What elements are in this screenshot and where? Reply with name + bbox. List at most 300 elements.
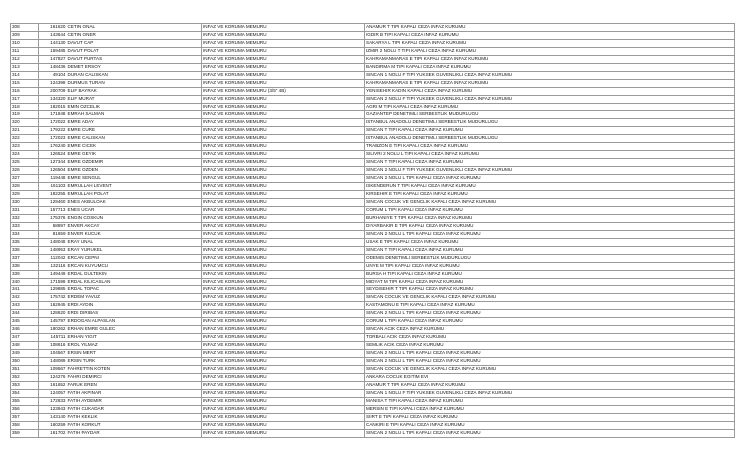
- row-number-cell: 332: [11, 214, 39, 222]
- institution-cell: SILIVRI 2 NOLU L TIPI KAPALI CEZA INFAZ KURUMU: [365, 151, 735, 159]
- institution-cell: USAK E TIPI KAPALI CEZA INFAZ KURUMU: [365, 238, 735, 246]
- table-row: [11, 350, 735, 358]
- staff-id-cell: 149449: [39, 270, 67, 278]
- staff-id-cell: 129460: [39, 198, 67, 206]
- institution-cell: SINCAN ACIK CEZA INFAZ KURUMU: [365, 326, 735, 334]
- institution-cell: BURSA H TIPI KAPALI CEZA INFAZ KURUMU: [365, 270, 735, 278]
- table-row: [11, 183, 735, 191]
- row-number-cell: 335: [11, 238, 39, 246]
- title-cell: INFAZ VE KORUMA MEMURU: [202, 79, 365, 87]
- title-cell: INFAZ VE KORUMA MEMURU: [202, 191, 365, 199]
- title-cell: INFAZ VE KORUMA MEMURU: [202, 167, 365, 175]
- table-row: [11, 270, 735, 278]
- row-number-cell: 351: [11, 365, 39, 373]
- title-cell: INFAZ VE KORUMA MEMURU: [202, 294, 365, 302]
- staff-id-cell: 176240: [39, 143, 67, 151]
- staff-id-cell: 128620: [39, 310, 67, 318]
- title-cell: INFAZ VE KORUMA MEMURU: [202, 238, 365, 246]
- institution-cell: SINCAN T TIPI KAPALI CEZA INFAZ KURUMU: [365, 159, 735, 167]
- row-number-cell: 318: [11, 103, 39, 111]
- institution-cell: ANKARA COCUK EGITIM EVI: [365, 373, 735, 381]
- table-row: [11, 79, 735, 87]
- title-cell: INFAZ VE KORUMA MEMURU: [202, 246, 365, 254]
- table-row: [11, 55, 735, 63]
- full-name-cell: ERDEM YAVUZ: [67, 294, 202, 302]
- institution-cell: SINCAN 2 NOLU L TIPI KAPALI CEZA INFAZ KURUMU: [365, 230, 735, 238]
- table-row: [11, 358, 735, 366]
- row-number-cell: 308: [11, 24, 39, 32]
- staff-id-cell: 182255: [39, 191, 67, 199]
- institution-cell: KAHRAMANMARAS E TIPI KAPALI CEZA INFAZ KURUMU: [365, 79, 735, 87]
- staff-id-cell: 143140: [39, 413, 67, 421]
- table-row: [11, 95, 735, 103]
- row-number-cell: 348: [11, 342, 39, 350]
- title-cell: INFAZ VE KORUMA MEMURU: [202, 381, 365, 389]
- title-cell: INFAZ VE KORUMA MEMURU: [202, 175, 365, 183]
- title-cell: INFAZ VE KORUMA MEMURU: [202, 151, 365, 159]
- staff-id-cell: 108616: [39, 342, 67, 350]
- title-cell: INFAZ VE KORUMA MEMURU: [202, 286, 365, 294]
- institution-cell: ANAMUR T TIPI KAPALI CEZA INFAZ KURUMU: [365, 381, 735, 389]
- row-number-cell: 350: [11, 358, 39, 366]
- table-row: [11, 39, 735, 47]
- table-row: [11, 103, 735, 111]
- full-name-cell: ERAY UNAL: [67, 238, 202, 246]
- institution-cell: ISTANBUL ANADOLU DENETIMLI SERBESTLIK MUDURLUGU: [365, 135, 735, 143]
- title-cell: INFAZ VE KORUMA MEMURU: [202, 230, 365, 238]
- staff-id-cell: 182015: [39, 103, 67, 111]
- institution-cell: SINCAN 2 NOLU L TIPI KAPALI CEZA INFAZ KURUMU: [365, 429, 735, 437]
- title-cell: INFAZ VE KORUMA MEMURU: [202, 318, 365, 326]
- full-name-cell: FATIH AKPINAR: [67, 389, 202, 397]
- staff-id-cell: 148089: [39, 358, 67, 366]
- staff-id-cell: 180262: [39, 326, 67, 334]
- row-number-cell: 340: [11, 278, 39, 286]
- institution-cell: IGDIR B TIPI KAPALI CEZA INFAZ KURUMU: [365, 31, 735, 39]
- institution-cell: DIYARBAKIR E TIPI KAPALI CEZA INFAZ KURUMU: [365, 222, 735, 230]
- staff-id-cell: 123943: [39, 405, 67, 413]
- title-cell: INFAZ VE KORUMA MEMURU: [202, 429, 365, 437]
- title-cell: INFAZ VE KORUMA MEMURU: [202, 183, 365, 191]
- table-row: [11, 342, 735, 350]
- staff-id-cell: 132116: [39, 262, 67, 270]
- institution-cell: SINCAN 2 NOLU L TIPI KAPALI CEZA INFAZ KURUMU: [365, 175, 735, 183]
- institution-cell: CANKIRI E TIPI KAPALI CEZA INFAZ KURUMU: [365, 421, 735, 429]
- row-number-cell: 310: [11, 39, 39, 47]
- full-name-cell: FAHRI DEMIRCI: [67, 373, 202, 381]
- full-name-cell: ELIF MURAT: [67, 95, 202, 103]
- institution-cell: UNYE M TIPI KAPALI CEZA INFAZ KURUMU: [365, 262, 735, 270]
- row-number-cell: 338: [11, 262, 39, 270]
- staff-id-cell: 144130: [39, 39, 67, 47]
- full-name-cell: ERHAN EMRE GULEC: [67, 326, 202, 334]
- row-number-cell: 321: [11, 127, 39, 135]
- table-row: [11, 111, 735, 119]
- institution-cell: MERSIN E TIPI KAPALI CEZA INFAZ KURUMU: [365, 405, 735, 413]
- row-number-cell: 346: [11, 326, 39, 334]
- full-name-cell: DAVUT PURTAS: [67, 55, 202, 63]
- staff-id-cell: 175742: [39, 294, 67, 302]
- staff-id-cell: 179222: [39, 127, 67, 135]
- row-number-cell: 323: [11, 143, 39, 151]
- staff-id-cell: 161103: [39, 183, 67, 191]
- full-name-cell: EMRE CICEK: [67, 143, 202, 151]
- staff-id-cell: 126504: [39, 167, 67, 175]
- staff-id-cell: 157713: [39, 206, 67, 214]
- full-name-cell: FATIH CUKADAR: [67, 405, 202, 413]
- full-name-cell: ERDAL GULTEKIN: [67, 270, 202, 278]
- title-cell: INFAZ VE KORUMA MEMURU: [202, 206, 365, 214]
- table-row: [11, 310, 735, 318]
- staff-id-cell: 171848: [39, 111, 67, 119]
- row-number-cell: 315: [11, 79, 39, 87]
- full-name-cell: ERCAN KUYUMCU: [67, 262, 202, 270]
- row-number-cell: 325: [11, 159, 39, 167]
- table-row: [11, 334, 735, 342]
- title-cell: INFAZ VE KORUMA MEMURU: [202, 119, 365, 127]
- institution-cell: SEYDISEHIR T TIPI KAPALI CEZA INFAZ KURUMU: [365, 286, 735, 294]
- staff-id-cell: 127344: [39, 159, 67, 167]
- row-number-cell: 358: [11, 421, 39, 429]
- table-row: [11, 24, 735, 32]
- full-name-cell: CETIN ONER: [67, 31, 202, 39]
- title-cell: INFAZ VE KORUMA MEMURU: [202, 342, 365, 350]
- institution-cell: CORUM L TIPI KAPALI CEZA INFAZ KURUMU: [365, 206, 735, 214]
- row-number-cell: 355: [11, 397, 39, 405]
- staff-id-cell: 160259: [39, 421, 67, 429]
- table-row: [11, 63, 735, 71]
- staff-id-cell: 134320: [39, 95, 67, 103]
- row-number-cell: 328: [11, 183, 39, 191]
- staff-id-cell: 171598: [39, 278, 67, 286]
- title-cell: INFAZ VE KORUMA MEMURU: [202, 413, 365, 421]
- table-row: [11, 151, 735, 159]
- institution-cell: CORUM L TIPI KAPALI CEZA INFAZ KURUMU: [365, 318, 735, 326]
- institution-cell: SINCAN 1 NOLU F TIPI YUKSEK GUVENLIKLI CEZA INFAZ KURUMU: [365, 71, 735, 79]
- full-name-cell: FATIH AYDEMIR: [67, 397, 202, 405]
- staff-id-cell: 161652: [39, 381, 67, 389]
- row-number-cell: 314: [11, 71, 39, 79]
- full-name-cell: EMRE OZDEMIR: [67, 159, 202, 167]
- row-number-cell: 313: [11, 63, 39, 71]
- full-name-cell: EMRE SENGUL: [67, 175, 202, 183]
- institution-cell: SINCAN COCUK VE GENCLIK KAPALI CEZA INFAZ KURUMU: [365, 198, 735, 206]
- institution-cell: MIDYAT M TIPI KAPALI CEZA INFAZ KURUMU: [365, 278, 735, 286]
- table-row: [11, 159, 735, 167]
- table-row: [11, 278, 735, 286]
- row-number-cell: 316: [11, 87, 39, 95]
- row-number-cell: 311: [11, 47, 39, 55]
- row-number-cell: 352: [11, 373, 39, 381]
- staff-id-cell: 159485: [39, 47, 67, 55]
- table-row: [11, 238, 735, 246]
- staff-id-cell: 161702: [39, 429, 67, 437]
- staff-id-cell: 145711: [39, 334, 67, 342]
- title-cell: INFAZ VE KORUMA MEMURU: [202, 135, 365, 143]
- table-row: [11, 405, 735, 413]
- full-name-cell: DEMET ERSOY: [67, 63, 202, 71]
- title-cell: INFAZ VE KORUMA MEMURU: [202, 405, 365, 413]
- staff-id-cell: 172022: [39, 119, 67, 127]
- staff-id-cell: 175376: [39, 214, 67, 222]
- title-cell: INFAZ VE KORUMA MEMURU: [202, 24, 365, 32]
- table-row: [11, 389, 735, 397]
- staff-id-cell: 148436: [39, 63, 67, 71]
- title-cell: INFAZ VE KORUMA MEMURU: [202, 95, 365, 103]
- full-name-cell: ELIF BAYRAK: [67, 87, 202, 95]
- table-row: [11, 119, 735, 127]
- title-cell: INFAZ VE KORUMA MEMURU: [202, 71, 365, 79]
- staff-id-cell: 172023: [39, 135, 67, 143]
- table-row: [11, 421, 735, 429]
- row-number-cell: 337: [11, 254, 39, 262]
- title-cell: INFAZ VE KORUMA MEMURU: [202, 358, 365, 366]
- staff-id-cell: 148953: [39, 246, 67, 254]
- table-row: [11, 254, 735, 262]
- full-name-cell: EMRAH SALMAN: [67, 111, 202, 119]
- institution-cell: KASTAMONU E TIPI KAPALI CEZA INFAZ KURUMU: [365, 302, 735, 310]
- table-row: [11, 413, 735, 421]
- table-row: [11, 167, 735, 175]
- staff-id-cell: 147827: [39, 55, 67, 63]
- title-cell: INFAZ VE KORUMA MEMURU: [202, 326, 365, 334]
- table-row: [11, 286, 735, 294]
- institution-cell: SINCAN COCUK VE GENCLIK KAPALI CEZA INFAZ KURUMU: [365, 294, 735, 302]
- institution-cell: SINCAN 2 NOLU L TIPI KAPALI CEZA INFAZ KURUMU: [365, 350, 735, 358]
- table-row: [11, 230, 735, 238]
- row-number-cell: 357: [11, 413, 39, 421]
- full-name-cell: ERDI DIRIBAS: [67, 310, 202, 318]
- title-cell: INFAZ VE KORUMA MEMURU: [202, 421, 365, 429]
- full-name-cell: EMRE CURE: [67, 127, 202, 135]
- row-number-cell: 339: [11, 270, 39, 278]
- title-cell: INFAZ VE KORUMA MEMURU (3/5" 4B): [202, 87, 365, 95]
- staff-id-cell: 124398: [39, 79, 67, 87]
- table-row: [11, 214, 735, 222]
- institution-cell: SINCAN 1 NOLU F TIPI YUKSEK GUVENLIKLI CEZA INFAZ KURUMU: [365, 389, 735, 397]
- institution-cell: SINCAN COCUK VE GENCLIK KAPALI CEZA INFAZ KURUMU: [365, 365, 735, 373]
- title-cell: INFAZ VE KORUMA MEMURU: [202, 159, 365, 167]
- institution-cell: MANISA T TIPI KAPALI CEZA INFAZ KURUMU: [365, 397, 735, 405]
- row-number-cell: 320: [11, 119, 39, 127]
- table-row: [11, 365, 735, 373]
- institution-cell: KIRSEHIR E TIPI KAPALI CEZA INFAZ KURUMU: [365, 191, 735, 199]
- institution-cell: SINCAN 2 NOLU F TIPI YUKSEK GUVENLIKLI CEZA INFAZ KURUMU: [365, 167, 735, 175]
- full-name-cell: ERHAN YIGIT: [67, 334, 202, 342]
- institution-cell: TORBALI ACIK CEZA INFAZ KURUMU: [365, 334, 735, 342]
- staff-id-cell: 148048: [39, 238, 67, 246]
- row-number-cell: 341: [11, 286, 39, 294]
- table-row: [11, 302, 735, 310]
- row-number-cell: 356: [11, 405, 39, 413]
- title-cell: INFAZ VE KORUMA MEMURU: [202, 350, 365, 358]
- institution-cell: SINCAN 2 NOLU L TIPI KAPALI CEZA INFAZ KURUMU: [365, 310, 735, 318]
- institution-cell: IZMIR 2 NOLU T TIPI KAPALI CEZA INFAZ KURUMU: [365, 47, 735, 55]
- row-number-cell: 326: [11, 167, 39, 175]
- row-number-cell: 324: [11, 151, 39, 159]
- title-cell: INFAZ VE KORUMA MEMURU: [202, 365, 365, 373]
- staff-id-cell: 129885: [39, 286, 67, 294]
- institution-cell: SINCAN T TIPI KAPALI CEZA INFAZ KURUMU: [365, 127, 735, 135]
- institution-cell: TRABZON E TIPI KAPALI CEZA INFAZ KURUMU: [365, 143, 735, 151]
- table-row: [11, 326, 735, 334]
- staff-id-cell: 81659: [39, 230, 67, 238]
- table-row: [11, 135, 735, 143]
- staff-id-cell: 49104: [39, 71, 67, 79]
- title-cell: INFAZ VE KORUMA MEMURU: [202, 222, 365, 230]
- title-cell: INFAZ VE KORUMA MEMURU: [202, 310, 365, 318]
- staff-id-cell: 112042: [39, 254, 67, 262]
- institution-cell: SEMLIK ACIK CEZA INFAZ KURUMU: [365, 342, 735, 350]
- institution-cell: SINCAN T TIPI KAPALI CEZA INFAZ KURUMU: [365, 246, 735, 254]
- title-cell: INFAZ VE KORUMA MEMURU: [202, 55, 365, 63]
- table-row: [11, 206, 735, 214]
- staff-id-cell: 200709: [39, 87, 67, 95]
- row-number-cell: 334: [11, 230, 39, 238]
- title-cell: INFAZ VE KORUMA MEMURU: [202, 254, 365, 262]
- row-number-cell: 343: [11, 302, 39, 310]
- row-number-cell: 333: [11, 222, 39, 230]
- row-number-cell: 354: [11, 389, 39, 397]
- full-name-cell: ENVER AKCAY: [67, 222, 202, 230]
- table-row: [11, 222, 735, 230]
- full-name-cell: EMRULLAH LEVENT: [67, 183, 202, 191]
- title-cell: INFAZ VE KORUMA MEMURU: [202, 39, 365, 47]
- full-name-cell: EMRE OZDEN: [67, 167, 202, 175]
- institution-cell: ISTANBUL ANADOLU DENETIMLI SERBESTLIK MUDURLUGU: [365, 119, 735, 127]
- row-number-cell: 319: [11, 111, 39, 119]
- title-cell: INFAZ VE KORUMA MEMURU: [202, 143, 365, 151]
- table-row: [11, 87, 735, 95]
- full-name-cell: ERAY YURUKEL: [67, 246, 202, 254]
- institution-cell: ANAMUR T TIPI KAPALI CEZA INFAZ KURUMU: [365, 24, 735, 32]
- table-row: [11, 198, 735, 206]
- staff-id-cell: 172833: [39, 397, 67, 405]
- title-cell: INFAZ VE KORUMA MEMURU: [202, 31, 365, 39]
- title-cell: INFAZ VE KORUMA MEMURU: [202, 270, 365, 278]
- row-number-cell: 353: [11, 381, 39, 389]
- title-cell: INFAZ VE KORUMA MEMURU: [202, 397, 365, 405]
- institution-cell: ODEMIS DENETIMLI SERBESTLIK MUDURLUGU: [365, 254, 735, 262]
- row-number-cell: 342: [11, 294, 39, 302]
- institution-cell: SINCAN 2 NOLU L TIPI KAPALI CEZA INFAZ KURUMU: [365, 358, 735, 366]
- row-number-cell: 317: [11, 95, 39, 103]
- staff-id-cell: 124057: [39, 389, 67, 397]
- title-cell: INFAZ VE KORUMA MEMURU: [202, 389, 365, 397]
- table-row: [11, 373, 735, 381]
- title-cell: INFAZ VE KORUMA MEMURU: [202, 262, 365, 270]
- table-row: [11, 294, 735, 302]
- title-cell: INFAZ VE KORUMA MEMURU: [202, 111, 365, 119]
- row-number-cell: 309: [11, 31, 39, 39]
- full-name-cell: FATIH PAYDAR: [67, 429, 202, 437]
- title-cell: INFAZ VE KORUMA MEMURU: [202, 302, 365, 310]
- full-name-cell: ERCAN CEPNI: [67, 254, 202, 262]
- institution-cell: KAHRAMANMARAS E TIPI KAPALI CEZA INFAZ KURUMU: [365, 55, 735, 63]
- full-name-cell: ENES AKBULOAK: [67, 198, 202, 206]
- title-cell: INFAZ VE KORUMA MEMURU: [202, 63, 365, 71]
- staff-id-cell: 162945: [39, 302, 67, 310]
- institution-cell: YENISEHIR KADIN KAPALI CEZA INFAZ KURUMU: [365, 87, 735, 95]
- staff-id-cell: 119448: [39, 175, 67, 183]
- title-cell: INFAZ VE KORUMA MEMURU: [202, 334, 365, 342]
- table-row: [11, 429, 735, 437]
- full-name-cell: ERDAL TOPAC: [67, 286, 202, 294]
- table-row: [11, 397, 735, 405]
- table-row: [11, 71, 735, 79]
- row-number-cell: 347: [11, 334, 39, 342]
- staff-id-cell: 161620: [39, 24, 67, 32]
- title-cell: INFAZ VE KORUMA MEMURU: [202, 373, 365, 381]
- personnel-table-body: [11, 24, 735, 438]
- full-name-cell: ENVER KUCUK: [67, 230, 202, 238]
- institution-cell: BANDIRMA M TIPI KAPALI CEZA INFAZ KURUMU: [365, 63, 735, 71]
- staff-id-cell: 109567: [39, 365, 67, 373]
- title-cell: INFAZ VE KORUMA MEMURU: [202, 47, 365, 55]
- full-name-cell: EMRE ADAY: [67, 119, 202, 127]
- row-number-cell: 359: [11, 429, 39, 437]
- full-name-cell: EMRE GEYIK: [67, 151, 202, 159]
- table-row: [11, 175, 735, 183]
- full-name-cell: EROL YILMAZ: [67, 342, 202, 350]
- title-cell: INFAZ VE KORUMA MEMURU: [202, 198, 365, 206]
- full-name-cell: EMRE CALISKAN: [67, 135, 202, 143]
- title-cell: INFAZ VE KORUMA MEMURU: [202, 103, 365, 111]
- full-name-cell: ERSIN MERT: [67, 350, 202, 358]
- staff-id-cell: 143644: [39, 31, 67, 39]
- row-number-cell: 327: [11, 175, 39, 183]
- row-number-cell: 345: [11, 318, 39, 326]
- full-name-cell: FATIH KORKUT: [67, 421, 202, 429]
- row-number-cell: 336: [11, 246, 39, 254]
- institution-cell: SAKARYA L TIPI KAPALI CEZA INFAZ KURUMU: [365, 39, 735, 47]
- staff-id-cell: 124276: [39, 373, 67, 381]
- title-cell: INFAZ VE KORUMA MEMURU: [202, 214, 365, 222]
- table-row: [11, 143, 735, 151]
- table-row: [11, 47, 735, 55]
- staff-id-cell: 126524: [39, 151, 67, 159]
- full-name-cell: ERDAL KILICASLAN: [67, 278, 202, 286]
- full-name-cell: EMRULLAH POLAT: [67, 191, 202, 199]
- table-row: [11, 318, 735, 326]
- full-name-cell: DURAN CALISKAN: [67, 71, 202, 79]
- institution-cell: SINCAN 2 NOLU F TIPI YUKSEK GUVENLIKLI CEZA INFAZ KURUMU: [365, 95, 735, 103]
- full-name-cell: CETIN ONAL: [67, 24, 202, 32]
- full-name-cell: EMIN OZCELIK: [67, 103, 202, 111]
- table-row: [11, 246, 735, 254]
- full-name-cell: ERSIN TURK: [67, 358, 202, 366]
- title-cell: INFAZ VE KORUMA MEMURU: [202, 127, 365, 135]
- staff-id-cell: 145797: [39, 318, 67, 326]
- full-name-cell: DAVUT POLAT: [67, 47, 202, 55]
- row-number-cell: 322: [11, 135, 39, 143]
- table-row: [11, 31, 735, 39]
- row-number-cell: 312: [11, 55, 39, 63]
- full-name-cell: ENES UCAR: [67, 206, 202, 214]
- full-name-cell: FATIH KEKLIK: [67, 413, 202, 421]
- personnel-table: [10, 23, 735, 438]
- table-row: [11, 191, 735, 199]
- full-name-cell: ERDOGAN ALPASLAN: [67, 318, 202, 326]
- row-number-cell: 329: [11, 191, 39, 199]
- full-name-cell: ERDI AYDIN: [67, 302, 202, 310]
- full-name-cell: DAVUT CAP: [67, 39, 202, 47]
- table-row: [11, 262, 735, 270]
- full-name-cell: DURMUS TURAN: [67, 79, 202, 87]
- table-row: [11, 127, 735, 135]
- institution-cell: SIIRT E TIPI KAPALI CEZA INFAZ KURUMU: [365, 413, 735, 421]
- title-cell: INFAZ VE KORUMA MEMURU: [202, 278, 365, 286]
